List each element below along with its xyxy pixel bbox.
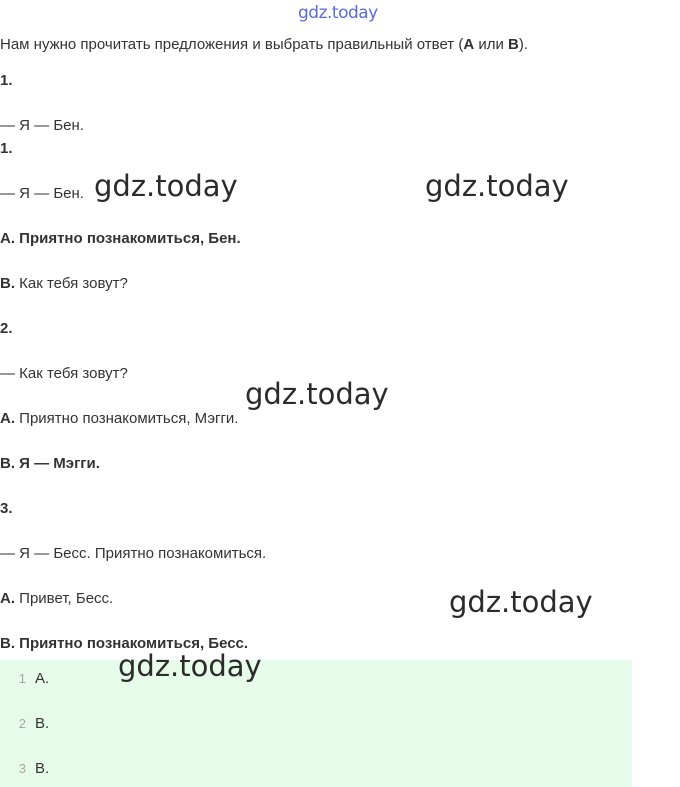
option-3-a	[0, 590, 113, 608]
answer-number: 1	[18, 671, 26, 686]
option-letter: А.	[0, 230, 15, 247]
answer-value: В.	[35, 760, 50, 777]
intro-prefix: Нам нужно прочитать предложения и выбрать правильный ответ (	[0, 36, 464, 53]
answer-value: А.	[35, 670, 50, 687]
dialogue-line-3: — Я — Бесс. Приятно познакомиться.	[0, 545, 267, 562]
option-text: Как тебя зовут?	[15, 275, 128, 292]
watermark: gdz.today	[425, 169, 569, 203]
intro-suffix: ).	[518, 36, 529, 53]
option-1-a	[0, 230, 241, 248]
answer-list	[0, 660, 632, 787]
dialogue-line-1: — Я — Бен.	[0, 185, 84, 202]
answer-row	[0, 669, 49, 689]
option-text: Приятно познакомиться, Мэгги.	[15, 410, 239, 427]
option-1-b	[0, 275, 128, 293]
item-number-2: 2.	[0, 320, 13, 337]
watermark: gdz.today	[118, 649, 262, 683]
option-text: Приятно познакомиться, Бесс.	[15, 635, 249, 652]
option-letter: А.	[0, 590, 15, 607]
answer-number: 2	[18, 716, 26, 731]
item-number-3: 3.	[0, 500, 13, 517]
option-text: Я — Мэгги.	[15, 455, 100, 472]
intro-or: или	[474, 36, 509, 53]
option-letter: В.	[0, 635, 15, 652]
option-letter: А.	[0, 410, 15, 427]
site-logo[interactable]: gdz.today	[298, 3, 378, 23]
answer-row	[0, 759, 49, 779]
option-2-a	[0, 410, 238, 428]
dialogue-line-1-top: — Я — Бен.	[0, 117, 84, 134]
option-text: Приятно познакомиться, Бен.	[15, 230, 241, 247]
dialogue-line-2: — Как тебя зовут?	[0, 365, 128, 382]
option-2-b	[0, 455, 100, 473]
intro-option-b: В	[508, 36, 519, 53]
watermark: gdz.today	[449, 585, 593, 619]
answer-row	[0, 714, 49, 734]
item-number-1-top: 1.	[0, 72, 13, 89]
option-text: Привет, Бесс.	[15, 590, 114, 607]
intro-option-a: А	[463, 36, 475, 53]
item-number-1: 1.	[0, 140, 13, 157]
intro-text	[0, 36, 528, 54]
watermark: gdz.today	[94, 169, 238, 203]
answer-number: 3	[18, 761, 26, 776]
answer-value: В.	[35, 715, 50, 732]
option-letter: В.	[0, 455, 15, 472]
option-letter: В.	[0, 275, 15, 292]
watermark: gdz.today	[245, 377, 389, 411]
